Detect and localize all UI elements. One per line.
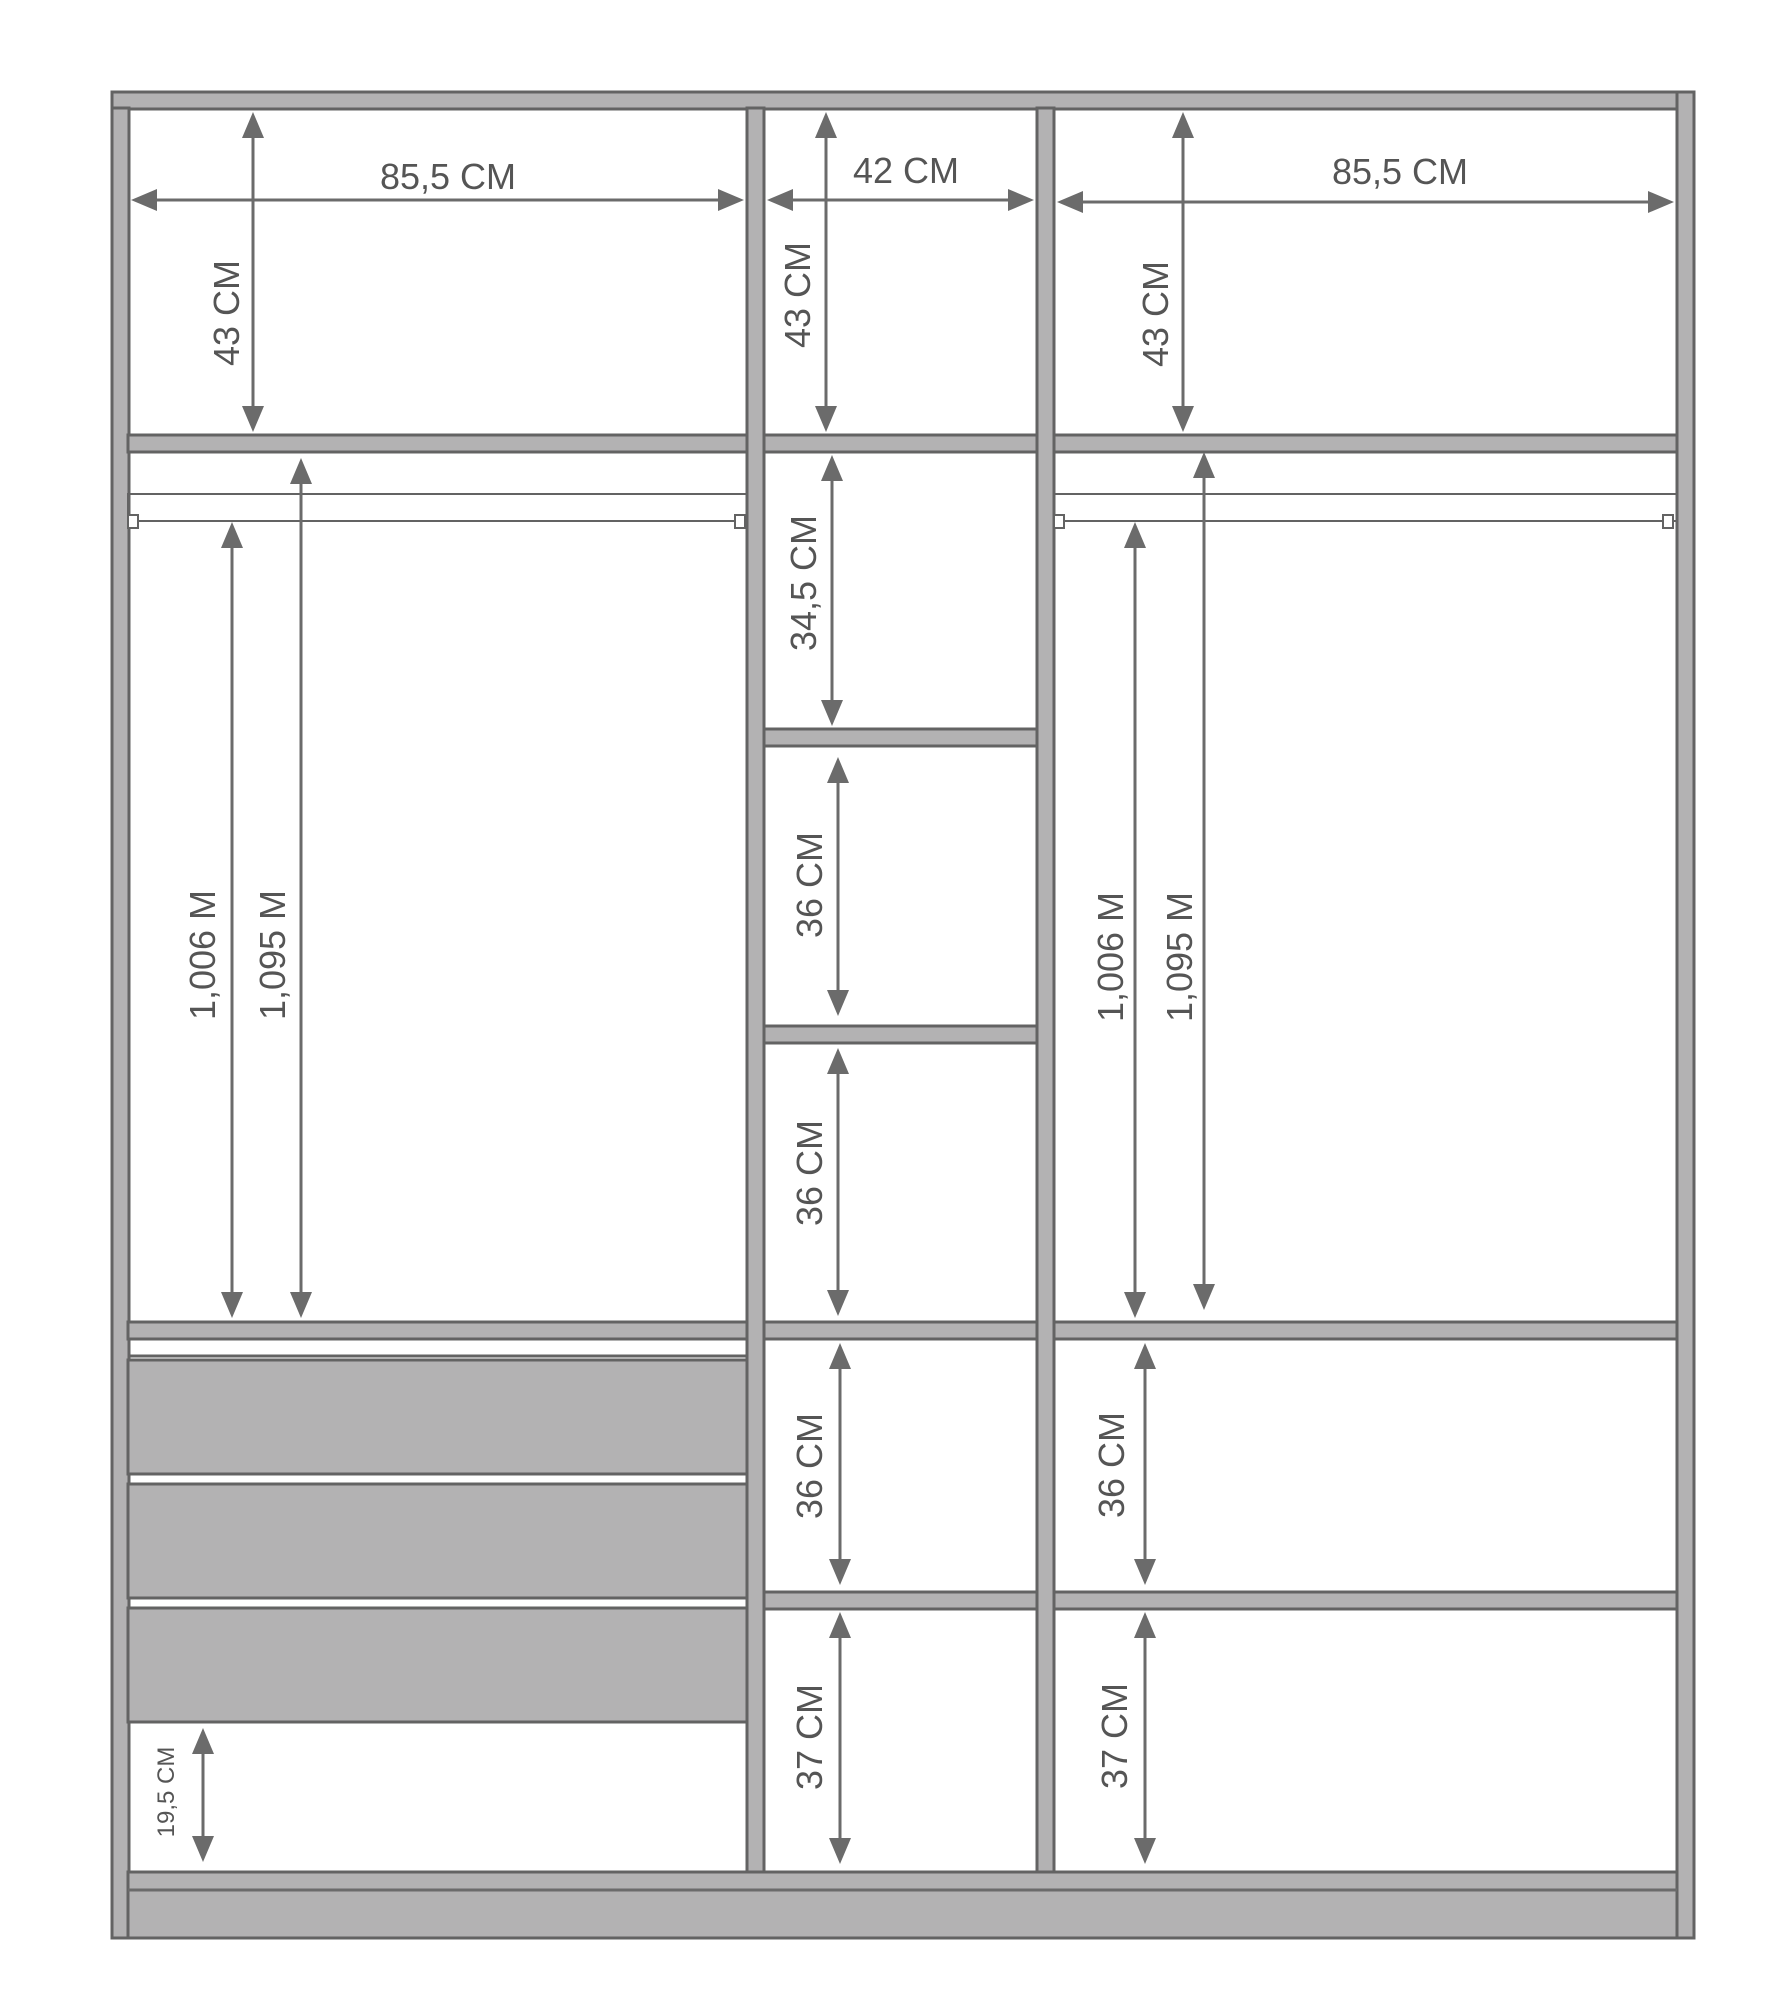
arrow-left-hang-long-head-end [290,1292,312,1318]
center-mid-shelf [764,1322,1037,1339]
label-center-shelf-1: 34,5 CM [783,514,824,652]
hanging-rods [128,494,1677,528]
arrow-right-hang-long-head-end [1193,1284,1215,1310]
arrow-center-width-head-end [1008,189,1034,211]
arrow-center-shelf-4-head-end [829,1559,851,1585]
right-rod-rail [1054,494,1677,521]
arrow-right-shelf-1-head-start [1134,1343,1156,1369]
label-right-shelf-2: 37 CM [1094,1682,1135,1790]
arrow-right-width-head-start [1057,191,1083,213]
label-center-shelf-2: 36 CM [789,831,830,939]
label-left-hang-long: 1,095 M [252,889,293,1021]
top-panel [112,92,1680,109]
drawer-1 [128,1360,747,1474]
arrow-right-shelf-2-head-start [1134,1612,1156,1638]
left-rod-end-right [735,515,745,528]
arrow-center-shelf-1-head-end [821,700,843,726]
right-top-shelf [1054,435,1677,452]
label-center-shelf-4: 36 CM [789,1412,830,1520]
arrow-left-width-head-end [718,189,744,211]
arrow-left-top-height-head-end [242,406,264,432]
right-side-panel [1677,92,1694,1938]
right-rod-end-right [1663,515,1673,528]
left-mid-shelf [128,1322,747,1339]
arrow-center-top-height-head-end [815,406,837,432]
left-top-shelf [128,435,747,452]
label-right-top-height: 43 CM [1135,260,1176,368]
right-rod-end-left [1054,515,1064,528]
arrow-right-hang-long-head-start [1193,452,1215,478]
label-right-hang-long: 1,095 M [1159,891,1200,1023]
arrow-left-hang-short-head-start [221,522,243,548]
right-mid-shelf [1054,1322,1677,1339]
label-center-top-height: 43 CM [777,241,818,349]
left-side-panel [112,108,129,1938]
divider-right [1037,108,1054,1872]
arrow-center-top-height-head-start [815,112,837,138]
drawer-3 [128,1608,747,1722]
arrow-right-shelf-1-head-end [1134,1559,1156,1585]
arrow-center-shelf-3-head-end [827,1290,849,1316]
arrow-right-shelf-2-head-end [1134,1838,1156,1864]
center-low-shelf [764,1592,1037,1609]
label-left-bottom-gap: 19,5 CM [153,1746,180,1838]
arrow-right-hang-short-head-end [1124,1292,1146,1318]
label-left-top-height: 43 CM [206,259,247,367]
label-right-shelf-1: 36 CM [1091,1411,1132,1519]
arrow-left-top-height-head-start [242,112,264,138]
label-left-hang-short: 1,006 M [182,889,223,1021]
center-shelf-b [764,1026,1037,1043]
left-rod-end-left [128,515,138,528]
arrow-left-width-head-start [131,189,157,211]
left-rod-rail [128,494,747,521]
arrow-left-hang-long-head-start [290,458,312,484]
arrow-left-hang-short-head-end [221,1292,243,1318]
arrow-right-top-height-head-start [1172,112,1194,138]
arrow-right-hang-short-head-start [1124,522,1146,548]
arrow-left-bottom-gap-head-start [192,1728,214,1754]
arrow-center-shelf-5-head-end [829,1838,851,1864]
arrow-center-shelf-2-head-start [827,757,849,783]
arrow-center-shelf-2-head-end [827,990,849,1016]
arrow-right-top-height-head-end [1172,406,1194,432]
arrow-right-width-head-end [1648,191,1674,213]
bottom-plinth [128,1872,1677,1938]
arrow-center-shelf-1-head-start [821,455,843,481]
arrow-center-shelf-5-head-start [829,1612,851,1638]
drawers [128,1356,747,1722]
label-right-hang-short: 1,006 M [1090,891,1131,1023]
center-shelf-a [764,729,1037,746]
drawer-2 [128,1484,747,1598]
arrow-center-shelf-4-head-start [829,1343,851,1369]
arrow-center-shelf-3-head-start [827,1048,849,1074]
label-right-width: 85,5 CM [1331,151,1469,192]
right-low-shelf [1054,1592,1677,1609]
center-top-shelf [764,435,1037,452]
label-center-width: 42 CM [852,150,960,191]
arrow-left-bottom-gap-head-end [192,1836,214,1862]
label-left-width: 85,5 CM [379,156,517,197]
label-center-shelf-5: 37 CM [789,1683,830,1791]
label-center-shelf-3: 36 CM [789,1119,830,1227]
arrow-center-width-head-start [767,189,793,211]
divider-left [747,108,764,1872]
